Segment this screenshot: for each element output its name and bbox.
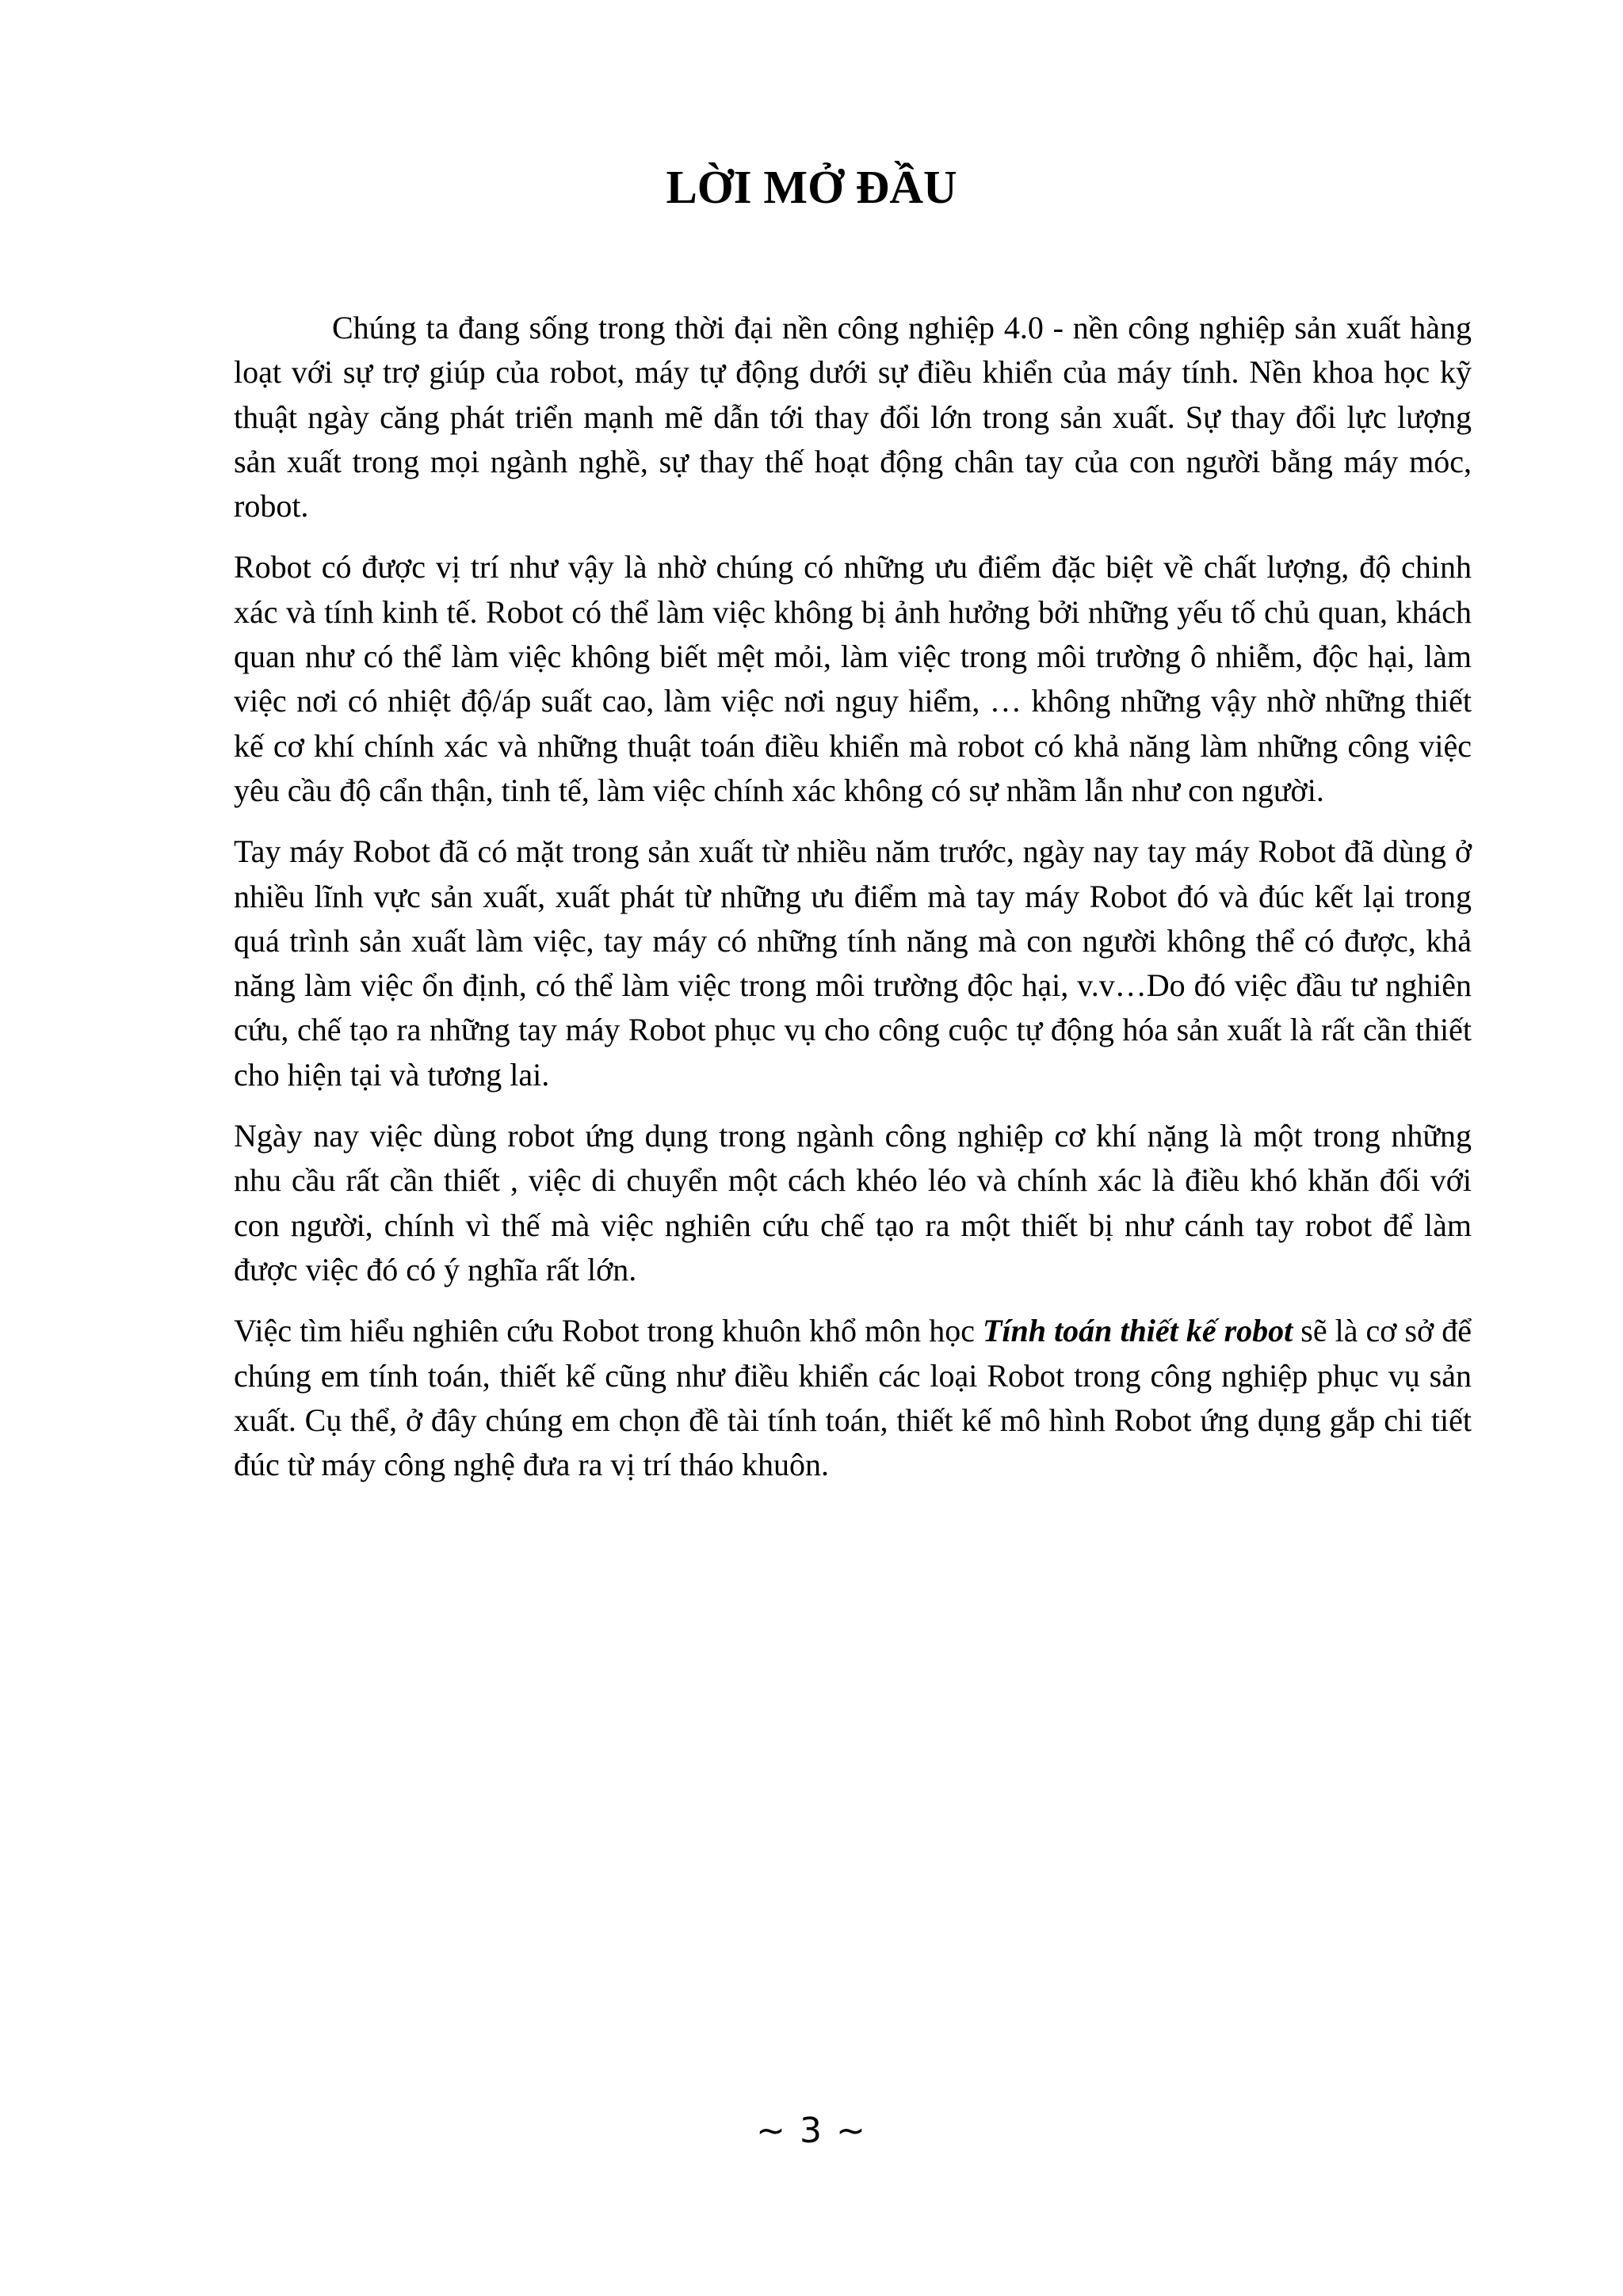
body-text xyxy=(234,306,1472,1504)
page-number: ~ 3 ~ xyxy=(756,2111,867,2151)
paragraph-course-topic-end: sẽ là cơ sở để chúng em tính toán, thiết kế cũng như điều khiển các loại Robot trong công nghiệp phục vụ sản xuất. Cụ thể, ở đây chúng em chọn đề tài tính toán, thiết kế mô hình Robot ứng dụng gắp chi tiết đúc từ máy công nghệ đưa ra vị trí tháo khuôn. xyxy=(234,1313,1472,1483)
paragraph-robot-arm: Tay máy Robot đã có mặt trong sản xuất từ nhiều năm trước, ngày nay tay máy Robot đã dùng ở nhiều lĩnh vực sản xuất, xuất phát từ những ưu điểm mà tay máy Robot đó và đúc kết lại trong quá trình sản xuất làm việc, tay máy có những tính năng mà con người không thể có được, khả năng làm việc ổn định, có thể làm việc trong môi trường độc hại, v.v…Do đó việc đầu tư nghiên cứu, chế tạo ra những tay máy Robot phục vụ cho công cuộc tự động hóa sản xuất là rất cần thiết cho hiện tại và tương lai. xyxy=(234,833,1472,1093)
page-title: LỜI MỞ ĐẦU xyxy=(666,161,957,213)
paragraph-course-topic xyxy=(234,1309,1472,1487)
paragraph-intro: Chúng ta đang sống trong thời đại nền công nghiệp 4.0 - nền công nghiệp sản xuất hàng loạt với sự trợ giúp của robot, máy tự động dưới sự điều khiển của máy tính. Nền khoa học kỹ thuật ngày căng phát triển mạnh mẽ dẫn tới thay đổi lớn trong sản xuất. Sự thay đổi lực lượng sản xuất trong mọi ngành nghề, sự thay thế hoạt động chân tay của con người bằng máy móc, robot. xyxy=(234,310,1472,524)
course-name-emphasis: Tính toán thiết kế robot xyxy=(983,1313,1293,1349)
paragraph-robot-advantages: Robot có được vị trí như vậy là nhờ chúng có những ưu điểm đặc biệt về chất lượng, độ chinh xác và tính kinh tế. Robot có thể làm việc không bị ảnh hưởng bởi những yếu tố chủ quan, khách quan như có thể làm việc không biết mệt mỏi, làm việc trong môi trường ô nhiễm, độc hại, làm việc nơi có nhiệt độ/áp suất cao, làm việc nơi nguy hiểm, … không những vậy nhờ những thiết kế cơ khí chính xác và những thuật toán điều khiển mà robot có khả năng làm những công việc yêu cầu độ cẩn thận, tinh tế, làm việc chính xác không có sự nhầm lẫn như con người. xyxy=(234,549,1472,808)
paragraph-course-topic-start: Việc tìm hiểu nghiên cứu Robot trong khuôn khổ môn học xyxy=(234,1313,983,1349)
paragraph-heavy-industry: Ngày nay việc dùng robot ứng dụng trong ngành công nghiệp cơ khí nặng là một trong những nhu cầu rất cần thiết , việc di chuyển một cách khéo léo và chính xác là điều khó khăn đối với con người, chính vì thế mà việc nghiên cứu chế tạo ra một thiết bị như cánh tay robot để làm được việc đó có ý nghĩa rất lớn. xyxy=(234,1118,1472,1287)
